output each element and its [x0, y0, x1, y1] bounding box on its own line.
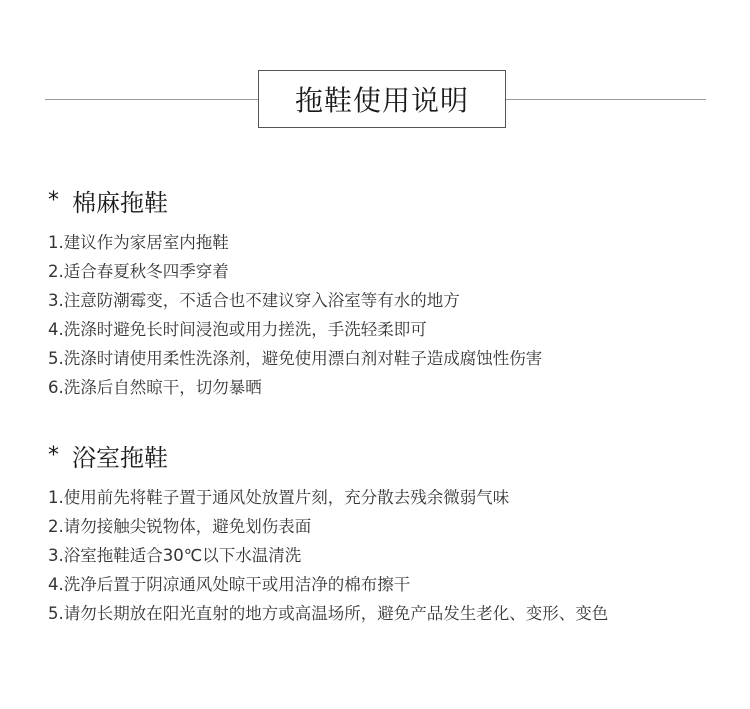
section-title: 棉麻拖鞋 [72, 188, 168, 217]
section-heading [48, 180, 728, 220]
list-item: 1.建议作为家居室内拖鞋 [48, 233, 229, 252]
asterisk-icon: * [48, 187, 59, 213]
list-item: 2.适合春夏秋冬四季穿着 [48, 262, 229, 281]
list-item: 1.使用前先将鞋子置于通风处放置片刻，充分散去残余微弱气味 [48, 488, 510, 507]
instruction-list [48, 483, 728, 628]
section-heading [48, 435, 728, 475]
instruction-list [48, 228, 728, 402]
title-row [0, 70, 750, 130]
title-divider-right [506, 99, 706, 100]
list-item: 6.洗涤后自然晾干，切勿暴晒 [48, 378, 262, 397]
list-item: 5.洗涤时请使用柔性洗涤剂，避免使用漂白剂对鞋子造成腐蚀性伤害 [48, 349, 543, 368]
asterisk-icon: * [48, 442, 59, 468]
list-item: 3.浴室拖鞋适合30℃以下水温清洗 [48, 546, 302, 565]
list-item: 2.请勿接触尖锐物体，避免划伤表面 [48, 517, 312, 536]
page-title: 拖鞋使用说明 [258, 70, 506, 128]
section-bathroom-slippers [48, 435, 728, 628]
list-item: 4.洗净后置于阴凉通风处晾干或用洁净的棉布擦干 [48, 575, 411, 594]
section-title: 浴室拖鞋 [72, 443, 168, 472]
list-item: 3.注意防潮霉变，不适合也不建议穿入浴室等有水的地方 [48, 291, 460, 310]
list-item: 5.请勿长期放在阳光直射的地方或高温场所，避免产品发生老化、变形、变色 [48, 604, 609, 623]
list-item: 4.洗涤时避免长时间浸泡或用力搓洗，手洗轻柔即可 [48, 320, 427, 339]
title-divider-left [45, 99, 258, 100]
section-cotton-linen-slippers [48, 180, 728, 402]
